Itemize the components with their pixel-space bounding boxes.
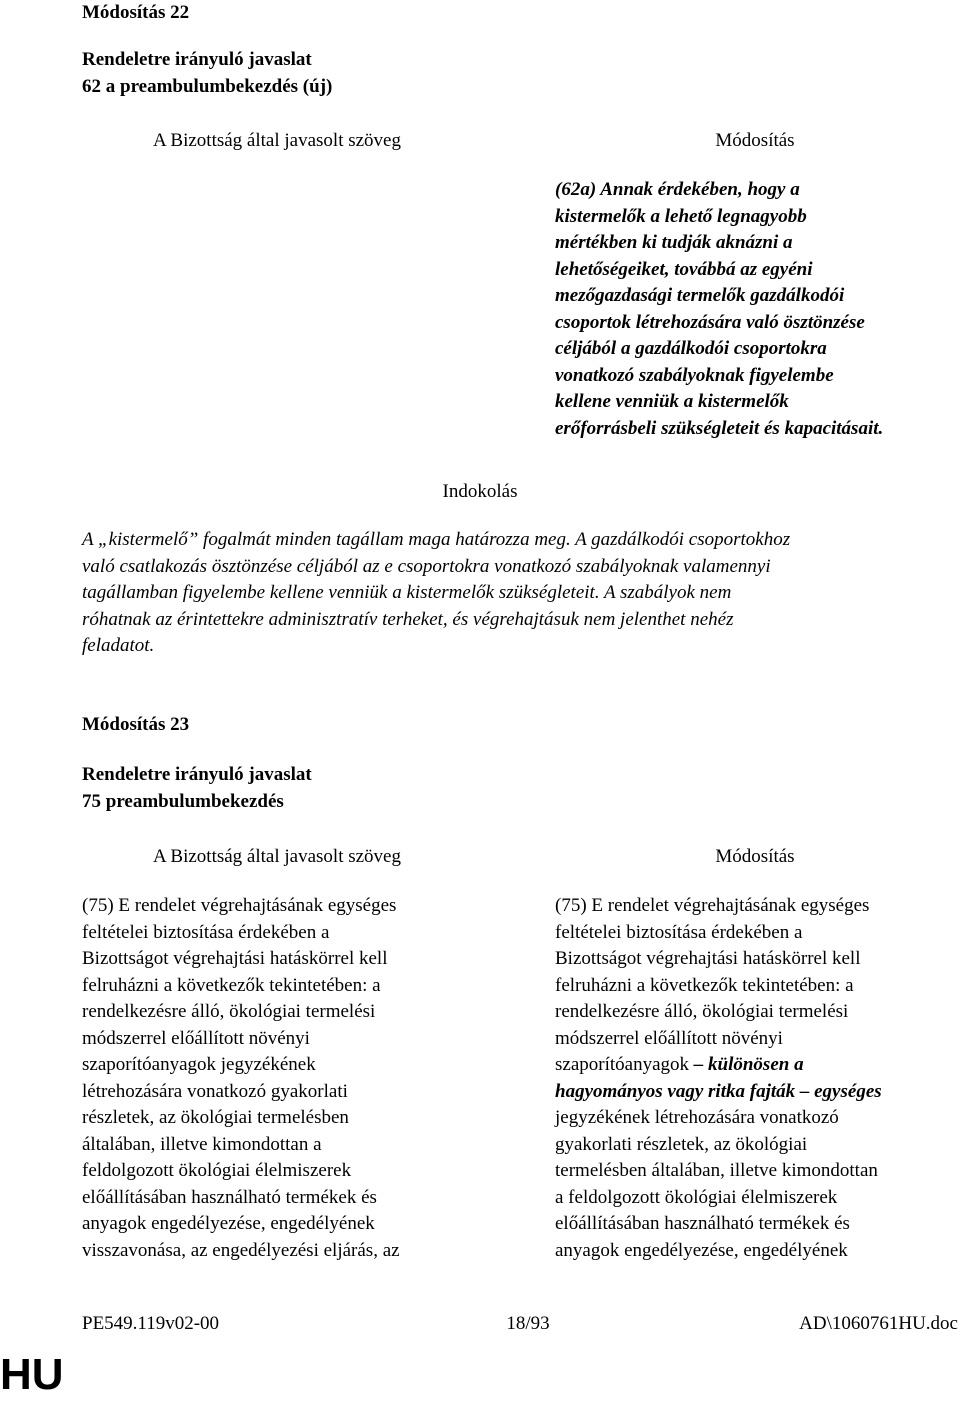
text-line: anyagok engedélyezése, engedélyének xyxy=(555,1239,848,1261)
text-line: mezőgazdasági termelők gazdálkodói xyxy=(555,285,845,306)
text-line: gyakorlati részletek, az ökológiai xyxy=(555,1133,808,1155)
amendment-22-left-column-heading: A Bizottság által javasolt szöveg xyxy=(152,130,401,151)
justification-heading: Indokolás xyxy=(442,481,518,502)
text-line: vonatkozó szabályoknak figyelembe xyxy=(555,364,834,386)
amendment-22-heading: Módosítás 22 xyxy=(82,2,190,23)
amendment-23-right-text xyxy=(555,893,882,1264)
footer-page-number: 18/93 xyxy=(506,1313,550,1334)
text-line: módszerrel előállított növényi xyxy=(82,1027,310,1049)
text-line: mértékben ki tudják aknázni a xyxy=(555,232,793,253)
amendment-23-heading: Módosítás 23 xyxy=(82,714,190,735)
text-line: előállításában használható termékek és xyxy=(555,1213,850,1234)
inserted-text-line: hagyományos vagy ritka fajták – egységes xyxy=(555,1080,882,1102)
text-line: tagállamban figyelembe kellene venniük a kistermelők szükségleteit. A szabályok nem xyxy=(82,582,732,603)
text-line: feladatot. xyxy=(82,635,155,656)
text-line: termelésben általában, illetve kimondottan xyxy=(555,1160,878,1181)
text-line: (75) E rendelet végrehajtásának egységes xyxy=(82,895,397,916)
text-line: a feldolgozott ökológiai élelmiszerek xyxy=(555,1186,838,1208)
text-line: Bizottságot végrehajtási hatáskörrel kell xyxy=(555,948,861,969)
text-line: (62a) Annak érdekében, hogy a xyxy=(555,179,800,200)
text-line: feldolgozott ökológiai élelmiszerek xyxy=(82,1160,352,1181)
text-line: előállításában használható termékek és xyxy=(82,1186,377,1208)
text-line: felruházni a következők tekintetében: a xyxy=(555,974,854,996)
text-line: kellene venniük a kistermelők xyxy=(555,391,789,412)
text-line: módszerrel előállított növényi xyxy=(555,1027,783,1049)
text-line: A „kistermelő” fogalmát minden tagállam maga határozza meg. A gazdálkodói csoportokhoz xyxy=(82,529,791,550)
footer-language-code: HU xyxy=(0,1350,64,1399)
text-line: szaporítóanyagok jegyzékének xyxy=(82,1054,316,1075)
text-line: csoportok létrehozására való ösztönzése xyxy=(555,311,865,333)
amendment-23-subject-line1: Rendeletre irányuló javaslat xyxy=(82,764,312,785)
text-line: általában, illetve kimondottan a xyxy=(82,1133,322,1155)
text-line: rendelkezésre álló, ökológiai termelési xyxy=(82,1001,376,1022)
amendment-22-right-text xyxy=(555,177,883,442)
amendment-22-right-column-heading: Módosítás xyxy=(715,130,795,151)
text-line: visszavonása, az engedélyezési eljárás, az xyxy=(82,1239,400,1261)
text-line: anyagok engedélyezése, engedélyének xyxy=(82,1213,375,1234)
text-line: lehetőségeiket, továbbá az egyéni xyxy=(555,258,813,280)
text-span: szaporítóanyagok xyxy=(555,1054,694,1075)
text-line: (75) E rendelet végrehajtásának egységes xyxy=(555,895,870,916)
text-line: céljából a gazdálkodói csoportokra xyxy=(555,338,827,359)
footer-doc-ref: PE549.119v02-00 xyxy=(82,1313,220,1334)
inserted-text: – különösen a xyxy=(693,1054,804,1075)
text-line: róhatnak az érintettekre adminisztratív terheket, és végrehajtásuk nem jelenthet nehéz xyxy=(82,608,734,630)
amendment-23-subject-line2: 75 preambulumbekezdés xyxy=(82,791,284,812)
text-line xyxy=(555,1052,882,1079)
text-line: feltételei biztosítása érdekében a xyxy=(555,921,803,943)
text-line: létrehozására vonatkozó gyakorlati xyxy=(82,1080,348,1102)
text-line: részletek, az ökológiai termelésben xyxy=(82,1107,349,1128)
text-line: feltételei biztosítása érdekében a xyxy=(82,921,330,943)
footer-file-name: AD\1060761HU.doc xyxy=(799,1313,958,1334)
text-line: kistermelők a lehető legnagyobb xyxy=(555,205,807,227)
text-line: rendelkezésre álló, ökológiai termelési xyxy=(555,1001,849,1022)
text-line: Bizottságot végrehajtási hatáskörrel kell xyxy=(82,948,388,969)
text-line: felruházni a következők tekintetében: a xyxy=(82,974,381,996)
text-line: erőforrásbeli szükségleteit és kapacitásait. xyxy=(555,417,884,439)
amendment-23-right-column-heading: Módosítás xyxy=(715,846,795,867)
text-line: jegyzékének létrehozására vonatkozó xyxy=(555,1107,839,1128)
text-line: való csatlakozás ösztönzése céljából az e csoportokra vonatkozó szabályoknak valamennyi xyxy=(82,555,771,577)
amendment-23-left-text xyxy=(82,893,400,1264)
amendment-23-left-column-heading: A Bizottság által javasolt szöveg xyxy=(152,846,401,867)
amendment-22-subject-line1: Rendeletre irányuló javaslat xyxy=(82,49,312,70)
justification-text xyxy=(82,527,790,660)
amendment-22-subject-line2: 62 a preambulumbekezdés (új) xyxy=(82,76,333,97)
